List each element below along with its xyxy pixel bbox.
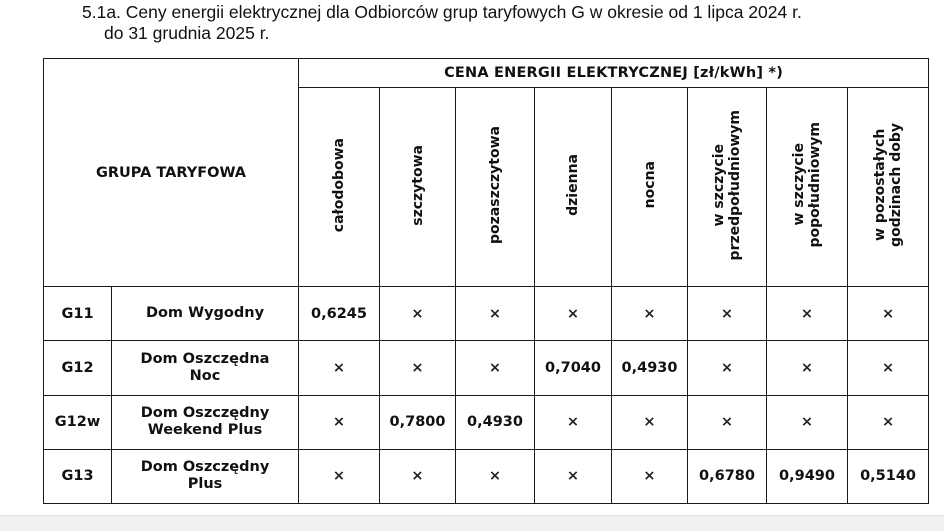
column-header-label [565, 154, 581, 216]
tariff-name-line: Dom Oszczędny [140, 405, 270, 422]
not-applicable-cell: × [535, 287, 612, 341]
tariff-code: G13 [44, 449, 112, 503]
table-caption [82, 2, 942, 44]
not-applicable-cell: × [535, 395, 612, 449]
column-header-line: dzienna [565, 154, 581, 216]
tariff-name-line: Plus [187, 476, 223, 493]
not-applicable-cell: × [688, 395, 767, 449]
column-header-line: całodobowa [331, 137, 347, 233]
not-applicable-cell: × [688, 341, 767, 395]
column-header-label [331, 138, 347, 232]
tariff-name [112, 449, 299, 503]
not-applicable-cell: × [688, 287, 767, 341]
caption-line-1: 5.1a. Ceny energii elektrycznej dla Odbiorców grup taryfowych G w okresie od 1 lipca 2024 r. [82, 2, 802, 22]
not-applicable-cell: × [299, 341, 380, 395]
not-applicable-cell: × [612, 287, 688, 341]
tariff-name [112, 395, 299, 449]
tariff-code: G11 [44, 287, 112, 341]
not-applicable-cell: × [380, 287, 456, 341]
group-header: GRUPA TARYFOWA [44, 59, 299, 287]
not-applicable-cell: × [767, 395, 848, 449]
tariff-price-table [43, 58, 929, 504]
price-cell: 0,6245 [299, 287, 380, 341]
column-header-line: pozaszczytowa [487, 126, 503, 244]
column-header-line: szczytowa [409, 144, 426, 226]
column-header [688, 88, 767, 287]
table-row [44, 395, 929, 449]
column-header-line: godzinach doby [888, 123, 905, 247]
tariff-code: G12w [44, 395, 112, 449]
not-applicable-cell: × [380, 341, 456, 395]
not-applicable-cell: × [456, 449, 535, 503]
column-header-line: w szczycie [711, 143, 727, 227]
not-applicable-cell: × [456, 341, 535, 395]
price-cell: 0,4930 [612, 341, 688, 395]
price-cell: 0,7040 [535, 341, 612, 395]
page-bottom-strip [0, 515, 944, 531]
column-header-line: przedpołudniowym [727, 109, 743, 261]
column-header [380, 88, 456, 287]
not-applicable-cell: × [456, 287, 535, 341]
column-header-line: popołudniowym [807, 122, 823, 248]
tariff-name-line: Dom Wygodny [145, 305, 265, 322]
not-applicable-cell: × [299, 449, 380, 503]
tariff-name [112, 287, 299, 341]
table-row [44, 449, 929, 503]
table-row [44, 341, 929, 395]
price-cell: 0,5140 [848, 449, 929, 503]
not-applicable-cell: × [767, 341, 848, 395]
tariff-code: G12 [44, 341, 112, 395]
column-header-label [642, 161, 658, 208]
not-applicable-cell: × [612, 449, 688, 503]
tariff-name-line: Dom Oszczędna [140, 350, 270, 367]
not-applicable-cell: × [380, 449, 456, 503]
not-applicable-cell: × [767, 287, 848, 341]
column-header-label [872, 123, 904, 247]
column-header [535, 88, 612, 287]
price-header: CENA ENERGII ELEKTRYCZNEJ [zł/kWh] *) [299, 59, 929, 88]
caption-line-2: do 31 grudnia 2025 r. [104, 23, 270, 43]
table-row [44, 287, 929, 341]
tariff-name-line: Noc [189, 367, 221, 384]
column-header [456, 88, 535, 287]
column-header-line: w szczycie [791, 143, 807, 227]
column-header-line: nocna [641, 161, 658, 209]
price-cell: 0,4930 [456, 395, 535, 449]
column-header-label [791, 122, 823, 248]
column-header [612, 88, 688, 287]
column-header-line: w pozostałych [872, 128, 889, 242]
column-header [767, 88, 848, 287]
price-cell: 0,7800 [380, 395, 456, 449]
column-header-label [487, 126, 503, 244]
not-applicable-cell: × [848, 287, 929, 341]
tariff-name [112, 341, 299, 395]
not-applicable-cell: × [299, 395, 380, 449]
column-header [848, 88, 929, 287]
price-cell: 0,6780 [688, 449, 767, 503]
tariff-name-line: Weekend Plus [147, 422, 263, 439]
price-cell: 0,9490 [767, 449, 848, 503]
column-header-label [711, 110, 743, 260]
tariff-name-line: Dom Oszczędny [140, 459, 270, 476]
not-applicable-cell: × [848, 395, 929, 449]
column-header [299, 88, 380, 287]
not-applicable-cell: × [535, 449, 612, 503]
not-applicable-cell: × [848, 341, 929, 395]
not-applicable-cell: × [612, 395, 688, 449]
column-header-label [410, 145, 426, 226]
